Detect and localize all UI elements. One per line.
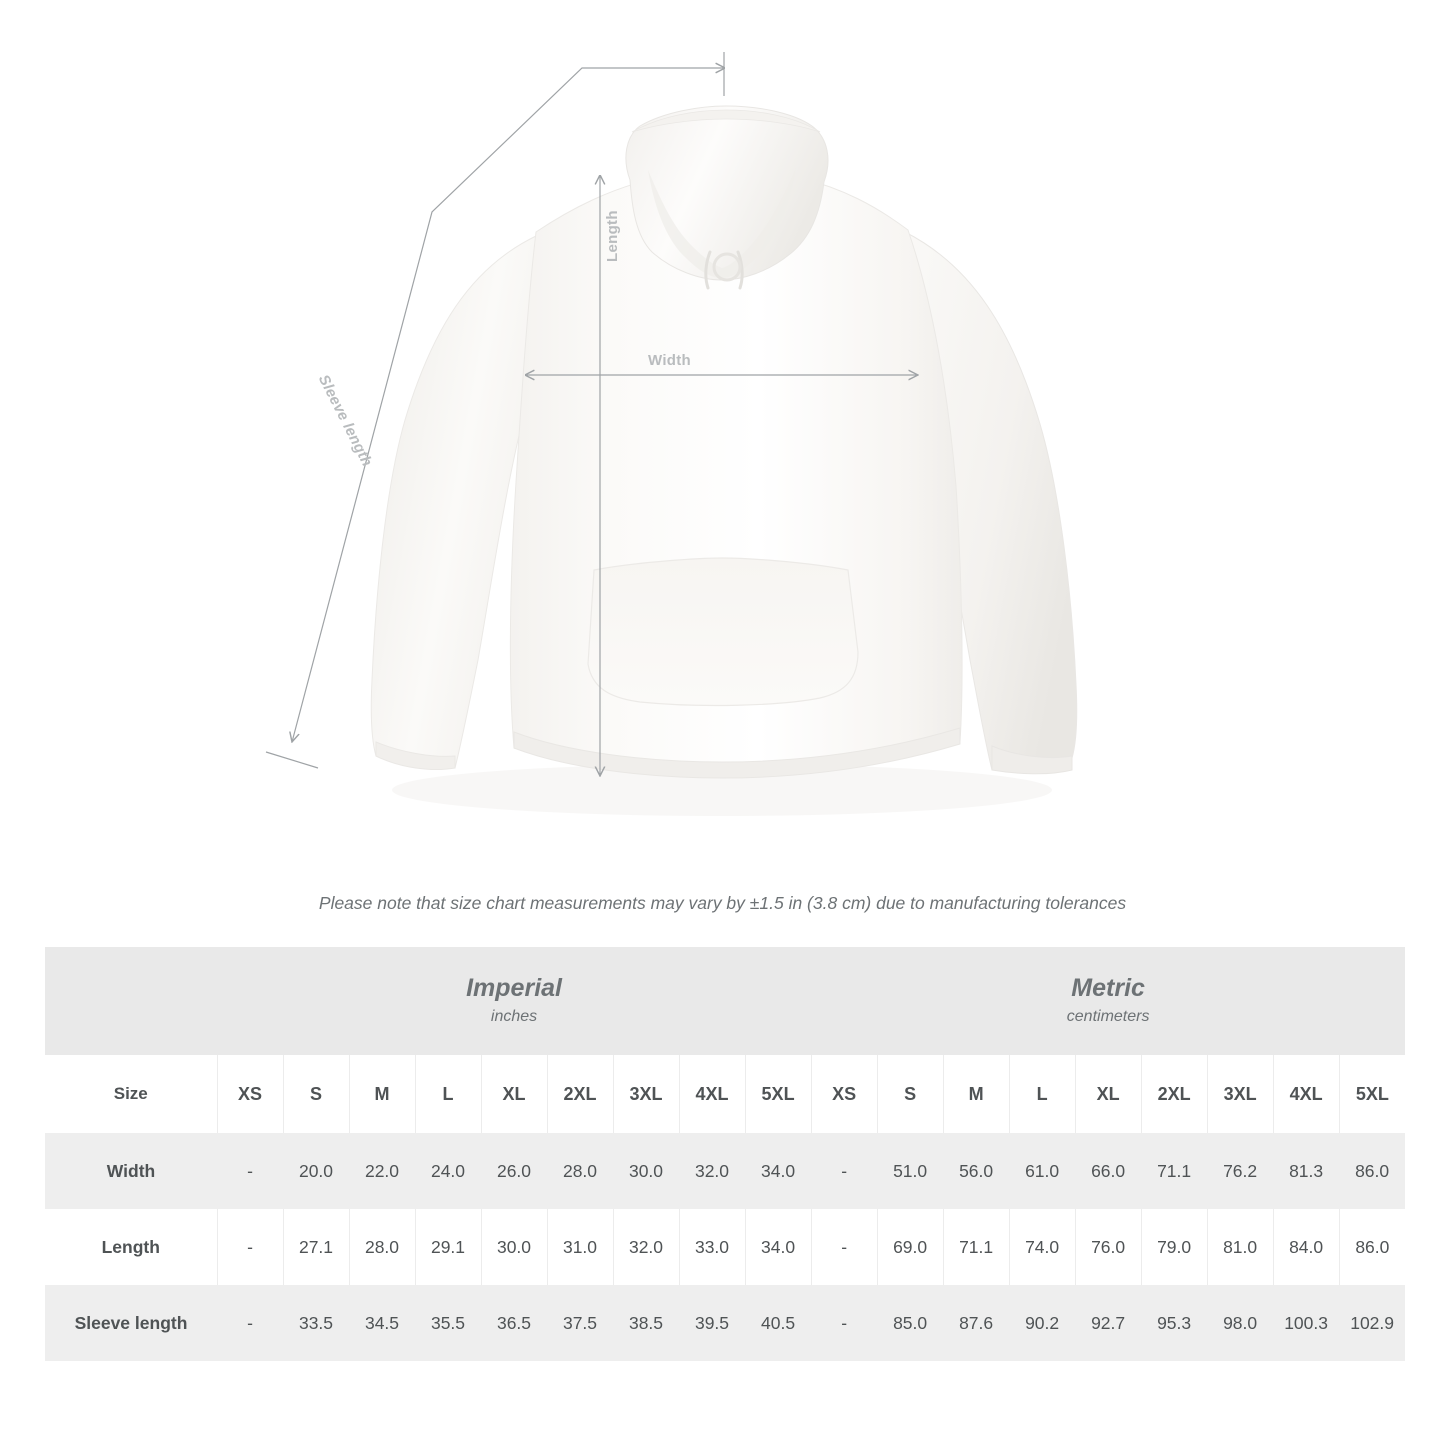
size-header-metric-l: L: [1009, 1055, 1075, 1133]
cell-sleeve-metric-2xl: 95.3: [1141, 1285, 1207, 1361]
size-header-imperial-2xl: 2XL: [547, 1055, 613, 1133]
cell-length-metric-2xl: 79.0: [1141, 1209, 1207, 1285]
cell-sleeve-imperial-xl: 36.5: [481, 1285, 547, 1361]
size-header-imperial-m: M: [349, 1055, 415, 1133]
cell-sleeve-metric-3xl: 98.0: [1207, 1285, 1273, 1361]
cell-sleeve-metric-l: 90.2: [1009, 1285, 1075, 1361]
size-header-row: [45, 1055, 1405, 1133]
size-header-metric-3xl: 3XL: [1207, 1055, 1273, 1133]
unit-header-row: [45, 947, 1405, 1055]
unit-subtitle-metric: centimeters: [1066, 1007, 1150, 1025]
cell-length-imperial-l: 29.1: [415, 1209, 481, 1285]
cell-length-metric-xl: 76.0: [1075, 1209, 1141, 1285]
size-header-metric-m: M: [943, 1055, 1009, 1133]
cell-length-imperial-2xl: 31.0: [547, 1209, 613, 1285]
unit-header-imperial: [217, 947, 811, 1055]
length-dimension-label: Length: [604, 210, 621, 262]
size-chart-table-wrap: [45, 947, 1400, 1361]
cell-length-metric-m: 71.1: [943, 1209, 1009, 1285]
cell-width-imperial-5xl: 34.0: [745, 1133, 811, 1209]
cell-sleeve-metric-4xl: 100.3: [1273, 1285, 1339, 1361]
size-header-imperial-s: S: [283, 1055, 349, 1133]
size-header-metric-4xl: 4XL: [1273, 1055, 1339, 1133]
cell-sleeve-imperial-3xl: 38.5: [613, 1285, 679, 1361]
tolerance-note: Please note that size chart measurements may vary by ±1.5 in (3.8 cm) due to manufacturing tolerances: [318, 893, 1127, 913]
cell-width-metric-s: 51.0: [877, 1133, 943, 1209]
cell-sleeve-imperial-2xl: 37.5: [547, 1285, 613, 1361]
row-label-width: Width: [45, 1133, 217, 1209]
unit-title-imperial: Imperial: [466, 973, 562, 1002]
size-header-imperial-xl: XL: [481, 1055, 547, 1133]
cell-sleeve-metric-m: 87.6: [943, 1285, 1009, 1361]
cell-length-metric-4xl: 84.0: [1273, 1209, 1339, 1285]
unit-header-metric: [811, 947, 1405, 1055]
size-header-imperial-xs: XS: [217, 1055, 283, 1133]
cell-width-metric-l: 61.0: [1009, 1133, 1075, 1209]
table-row: [45, 1209, 1405, 1285]
cell-length-imperial-xs: -: [217, 1209, 283, 1285]
cell-width-metric-5xl: 86.0: [1339, 1133, 1405, 1209]
cell-width-imperial-s: 20.0: [283, 1133, 349, 1209]
cell-width-imperial-l: 24.0: [415, 1133, 481, 1209]
cell-sleeve-metric-xs: -: [811, 1285, 877, 1361]
cell-length-metric-s: 69.0: [877, 1209, 943, 1285]
size-chart-table: [45, 947, 1405, 1361]
cell-sleeve-metric-s: 85.0: [877, 1285, 943, 1361]
cell-width-imperial-3xl: 30.0: [613, 1133, 679, 1209]
cell-sleeve-imperial-m: 34.5: [349, 1285, 415, 1361]
cell-length-metric-3xl: 81.0: [1207, 1209, 1273, 1285]
size-header-label: Size: [45, 1055, 217, 1133]
cell-length-imperial-3xl: 32.0: [613, 1209, 679, 1285]
size-header-metric-5xl: 5XL: [1339, 1055, 1405, 1133]
table-row: [45, 1285, 1405, 1361]
cell-length-imperial-m: 28.0: [349, 1209, 415, 1285]
cell-width-metric-xs: -: [811, 1133, 877, 1209]
cell-width-metric-3xl: 76.2: [1207, 1133, 1273, 1209]
size-header-metric-s: S: [877, 1055, 943, 1133]
size-header-imperial-3xl: 3XL: [613, 1055, 679, 1133]
cell-sleeve-imperial-xs: -: [217, 1285, 283, 1361]
size-header-imperial-5xl: 5XL: [745, 1055, 811, 1133]
cell-width-imperial-xs: -: [217, 1133, 283, 1209]
cell-sleeve-imperial-s: 33.5: [283, 1285, 349, 1361]
cell-length-metric-5xl: 86.0: [1339, 1209, 1405, 1285]
unit-subtitle-imperial: inches: [490, 1007, 538, 1025]
cell-width-imperial-2xl: 28.0: [547, 1133, 613, 1209]
row-label-sleeve-length: Sleeve length: [45, 1285, 217, 1361]
table-row: [45, 1133, 1405, 1209]
cell-length-imperial-4xl: 33.0: [679, 1209, 745, 1285]
cell-width-metric-4xl: 81.3: [1273, 1133, 1339, 1209]
cell-width-imperial-xl: 26.0: [481, 1133, 547, 1209]
cell-width-imperial-m: 22.0: [349, 1133, 415, 1209]
cell-width-metric-m: 56.0: [943, 1133, 1009, 1209]
cell-width-metric-xl: 66.0: [1075, 1133, 1141, 1209]
cell-length-imperial-5xl: 34.0: [745, 1209, 811, 1285]
size-header-imperial-l: L: [415, 1055, 481, 1133]
sleeve-length-dimension-label: Sleeve length: [314, 372, 376, 470]
cell-length-metric-l: 74.0: [1009, 1209, 1075, 1285]
width-dimension-label: Width: [648, 352, 692, 369]
cell-sleeve-metric-5xl: 102.9: [1339, 1285, 1405, 1361]
unit-header-spacer: [45, 947, 217, 1055]
cell-length-metric-xs: -: [811, 1209, 877, 1285]
cell-width-imperial-4xl: 32.0: [679, 1133, 745, 1209]
size-header-metric-xl: XL: [1075, 1055, 1141, 1133]
cell-sleeve-imperial-5xl: 40.5: [745, 1285, 811, 1361]
size-header-metric-xs: XS: [811, 1055, 877, 1133]
cell-sleeve-imperial-l: 35.5: [415, 1285, 481, 1361]
cell-length-imperial-xl: 30.0: [481, 1209, 547, 1285]
row-label-length: Length: [45, 1209, 217, 1285]
size-header-metric-2xl: 2XL: [1141, 1055, 1207, 1133]
cell-sleeve-imperial-4xl: 39.5: [679, 1285, 745, 1361]
cell-width-metric-2xl: 71.1: [1141, 1133, 1207, 1209]
cell-sleeve-metric-xl: 92.7: [1075, 1285, 1141, 1361]
unit-title-metric: Metric: [1071, 973, 1145, 1002]
cell-length-imperial-s: 27.1: [283, 1209, 349, 1285]
size-header-imperial-4xl: 4XL: [679, 1055, 745, 1133]
